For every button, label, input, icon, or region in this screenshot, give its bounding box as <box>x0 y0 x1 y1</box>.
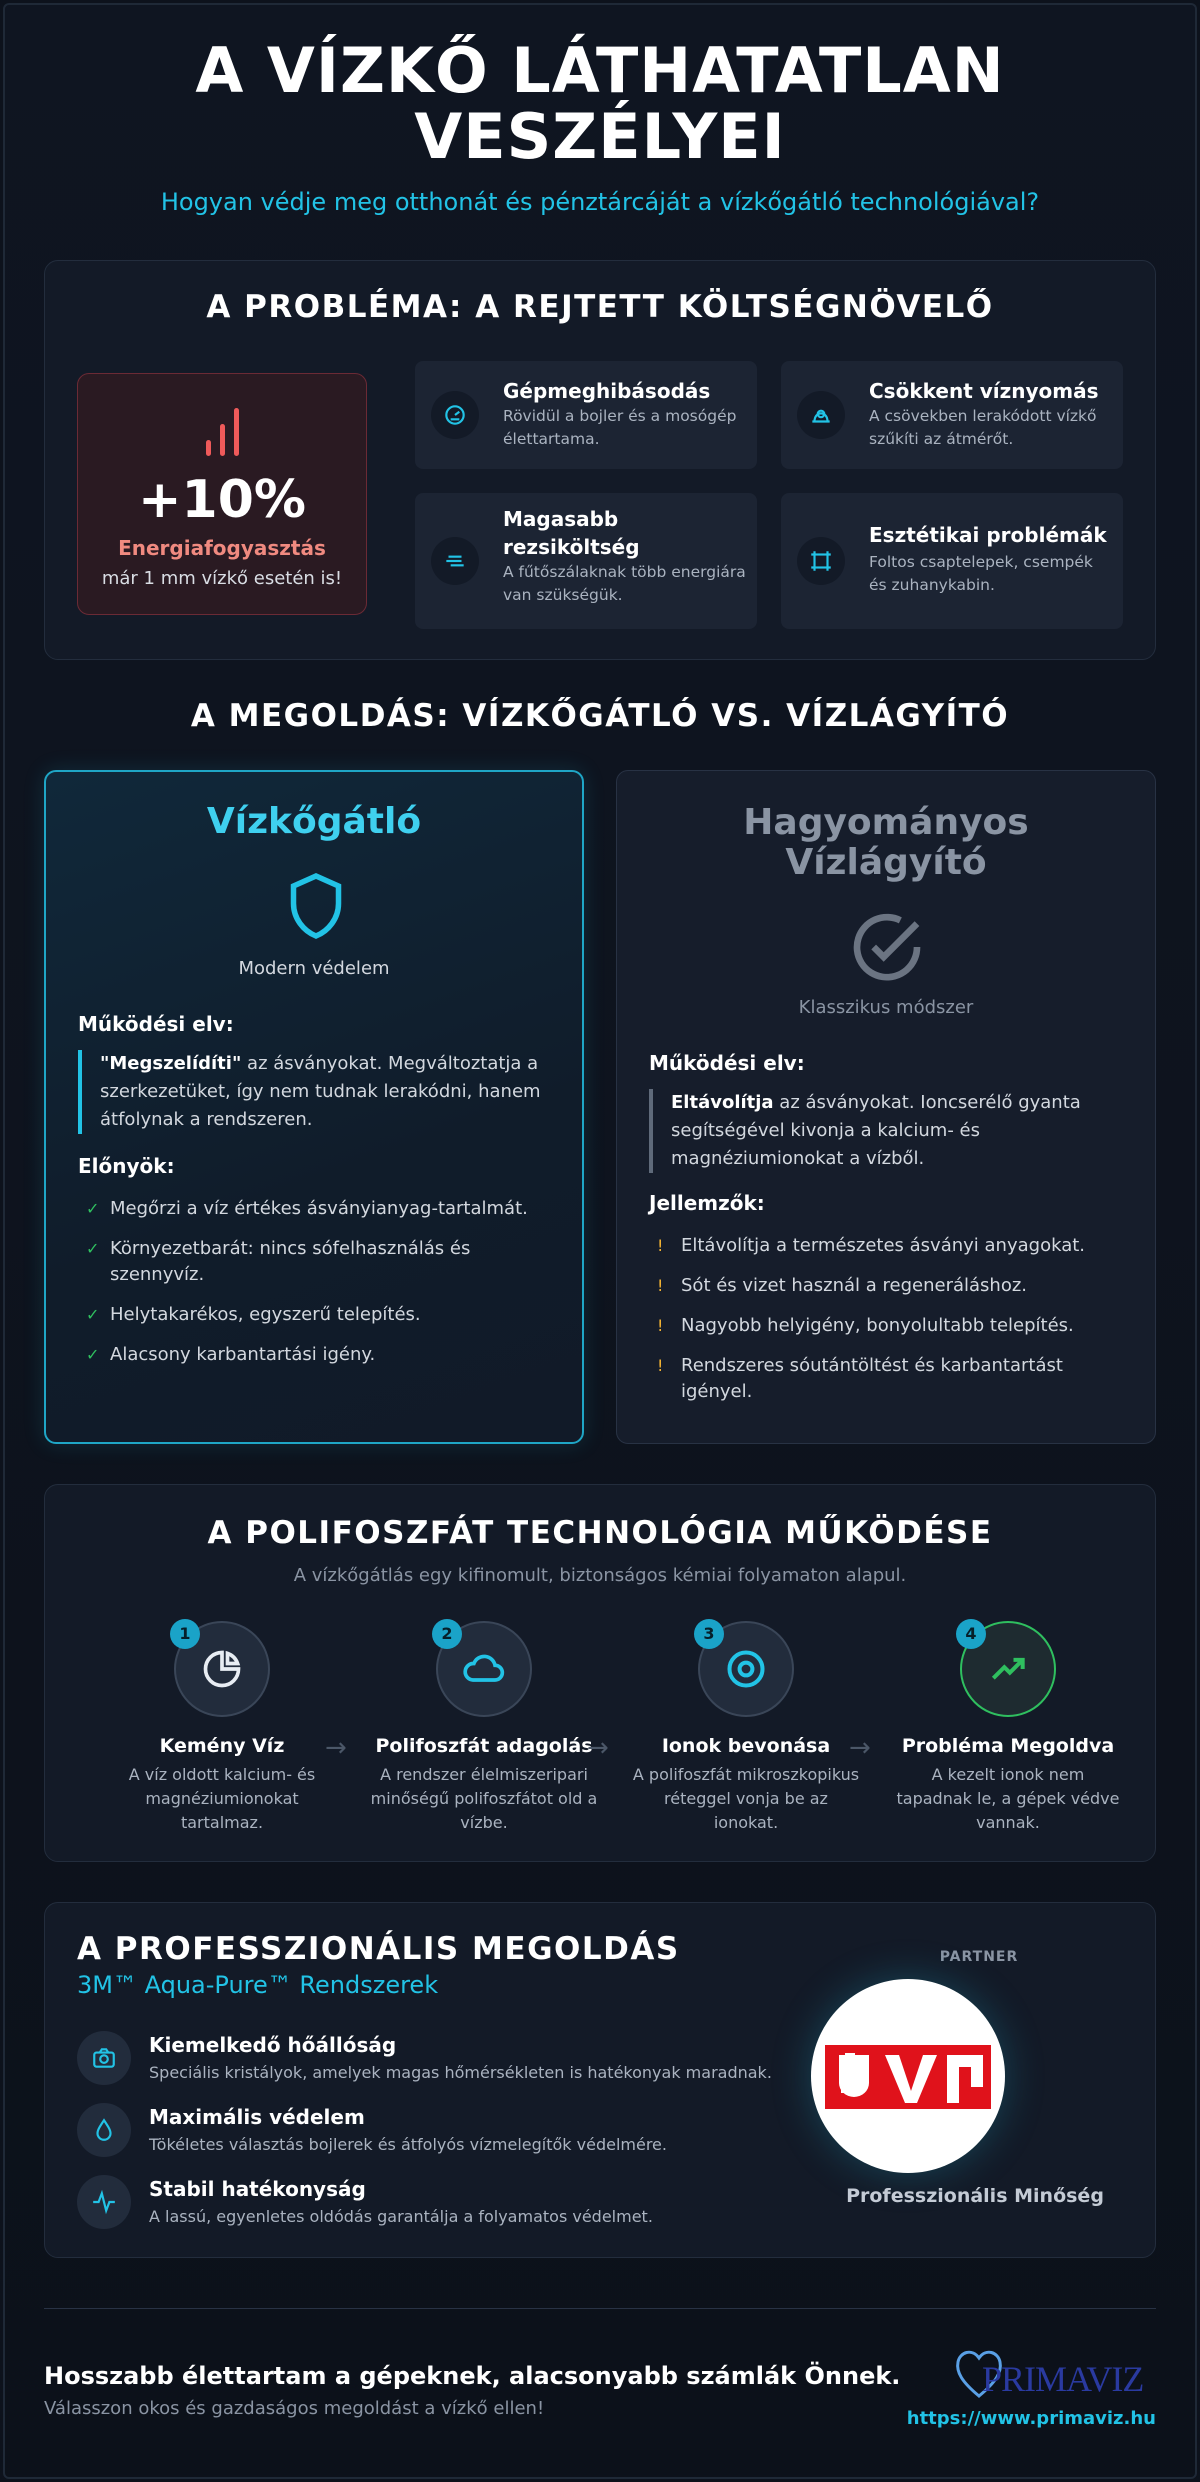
scale-inhibitor-card: Vízkőgátló Modern védelem Működési elv: "Megszelídíti" az ásványokat. Megváltoztatja a szerkezetüket, így nem tudnak lerakódni, hanem átfolynak a rendszeren. Előnyök: ✓ Megőrzi a víz értékes ásványianyag-tartalmát. ✓ Környezetbarát: nincs sófelhasználás és szennyvíz. ✓ Helytakarékos, egyszerű telepítés. ✓ Alacsony karbantartási igény. <box>44 770 584 1444</box>
primaviz-logo <box>952 2344 1162 2400</box>
scale-inhibitor-title: Vízkőgátló <box>206 801 422 842</box>
bar-chart-icon <box>204 406 244 456</box>
brand-name: PRIMAVIZ <box>982 2359 1144 2399</box>
step-2: 2 Polifoszfát adagolás A rendszer élelmiszeripari minőségű polifoszfátot old a vízbe. <box>369 1621 599 1835</box>
professional-subtitle: 3M™ Aqua-Pure™ Rendszerek <box>77 1971 439 1999</box>
target-icon <box>724 1647 768 1691</box>
shield-icon <box>286 870 346 946</box>
energy-card <box>77 373 367 615</box>
feature-stability: Stabil hatékonyság A lassú, egyenletes oldódás garantálja a folyamatos védelmet. <box>77 2171 797 2231</box>
technology-title: A POLIFOSZFÁT TECHNOLÓGIA MŰKÖDÉSE <box>207 1515 993 1551</box>
pipe-icon <box>797 391 845 439</box>
heat-lines-icon <box>431 537 479 585</box>
list-item: ✓ Alacsony karbantartási igény. <box>86 1344 376 1365</box>
list-item: ! Eltávolítja a természetes ásványi anyagokat. <box>657 1235 1085 1256</box>
page-subtitle: Hogyan védje meg otthonát és pénztárcáját a vízkőgátló technológiával? <box>160 188 1040 216</box>
arrow-icon: → <box>587 1733 609 1763</box>
water-softener-principle: Eltávolítja az ásványokat. Ioncserélő gyanta segítségével kivonja a kalcium- és magnéziumionokat a vízből. <box>649 1089 1129 1173</box>
arrow-icon: → <box>849 1733 871 1763</box>
feature-heat-resistance: Kiemelkedő hőállóság Speciális kristályok, amelyek magas hőmérsékleten is hatékonyak maradnak. <box>77 2027 797 2087</box>
partner-logo <box>811 1979 1005 2173</box>
cloud-icon <box>460 1647 508 1691</box>
energy-value: +10% <box>137 470 307 530</box>
problem-section <box>44 260 1156 660</box>
list-item: ✓ Környezetbarát: nincs sófelhasználás és szennyvíz. <box>86 1238 471 1285</box>
problem-card-aesthetic: Esztétikai problémák Foltos csaptelepek, csempék és zuhanykabin. <box>781 493 1123 629</box>
water-softener-caption: Klasszikus módszer <box>798 997 974 1018</box>
step-1: 1 Kemény Víz A víz oldott kalcium- és magnéziumionokat tartalmaz. <box>107 1621 337 1835</box>
energy-label: Energiafogyasztás <box>118 536 326 560</box>
technology-subtitle: A vízkőgátlás egy kifinomult, biztonságos kémiai folyamaton alapul. <box>293 1565 907 1586</box>
water-softener-title: Hagyományos Vízlágyító <box>743 802 1029 883</box>
website-link[interactable]: https://www.primaviz.hu <box>906 2408 1156 2429</box>
arrow-icon: → <box>325 1733 347 1763</box>
footer-divider <box>44 2308 1156 2309</box>
problem-card-machine: Gépmeghibásodás Rövidül a bojler és a mosógép élettartama. <box>415 361 757 469</box>
camera-icon <box>77 2031 131 2085</box>
energy-note: már 1 mm vízkő esetén is! <box>101 568 343 589</box>
step-4: 4 Probléma Megoldva A kezelt ionok nem tapadnak le, a gépek védve vannak. <box>893 1621 1123 1835</box>
list-item: ! Nagyobb helyigény, bonyolultabb telepítés. <box>657 1315 1074 1336</box>
benefits-list <box>78 1196 568 1382</box>
features-list <box>649 1233 1139 1419</box>
problem-title: A PROBLÉMA: A REJTETT KÖLTSÉGNÖVELŐ <box>206 289 994 325</box>
professional-section <box>44 1902 1156 2258</box>
feature-protection: Maximális védelem Tökéletes választás bojlerek és átfolyós vízmelegítők védelmére. <box>77 2099 797 2159</box>
list-item: ! Rendszeres sóutántöltést és karbantartást igényel. <box>657 1355 1063 1402</box>
water-softener-card: Hagyományos Vízlágyító Klasszikus módszer Működési elv: Eltávolítja az ásványokat. Ioncserélő gyanta segítségével kivonja a kalcium- és magnéziumionokat a vízből. Jellemzők: ! Eltávolítja a természetes ásványi anyagokat. ! Sót és vizet használ a regeneráláshoz. ! Nagyobb helyigény, bonyolultabb telepítés. ! Rendszeres sóutántöltést és karbantartást igényel. <box>616 770 1156 1444</box>
scale-inhibitor-caption: Modern védelem <box>238 958 390 979</box>
problem-card-costs: Magasabb rezsiköltség A fűtőszálaknak több energiára van szükségük. <box>415 493 757 629</box>
spots-icon <box>797 537 845 585</box>
step-3: 3 Ionok bevonása A polifoszfát mikroszkopikus réteggel vonja be az ionokat. <box>631 1621 861 1835</box>
professional-title: A PROFESSZIONÁLIS MEGOLDÁS <box>77 1931 680 1967</box>
problem-card-pressure: Csökkent víznyomás A csövekben lerakódott vízkő szűkíti az átmérőt. <box>781 361 1123 469</box>
page-title: A VÍZKŐ LÁTHATATLAN VESZÉLYEI <box>195 34 1005 173</box>
check-circle-icon <box>847 907 927 991</box>
technology-section <box>44 1484 1156 1862</box>
pulse-icon <box>77 2175 131 2229</box>
trend-up-icon <box>986 1647 1030 1691</box>
pie-icon <box>200 1647 244 1691</box>
gauge-icon <box>431 391 479 439</box>
partner-label: PARTNER <box>939 1949 1019 1965</box>
list-item: ! Sót és vizet használ a regeneráláshoz. <box>657 1275 1028 1296</box>
partner-caption: Professzionális Minőség <box>846 2185 1104 2207</box>
drop-icon <box>77 2103 131 2157</box>
footer-headline: Hosszabb élettartam a gépeknek, alacsonyabb számlák Önnek. <box>44 2362 901 2390</box>
list-item: ✓ Megőrzi a víz értékes ásványianyag-tartalmát. <box>86 1198 528 1219</box>
footer-subtitle: Válasszon okos és gazdaságos megoldást a vízkő ellen! <box>44 2398 545 2419</box>
scale-inhibitor-principle: "Megszelídíti" az ásványokat. Megváltoztatja a szerkezetüket, így nem tudnak lerakódni, hanem átfolynak a rendszeren. <box>78 1050 558 1134</box>
solution-title: A MEGOLDÁS: VÍZKŐGÁTLÓ VS. VÍZLÁGYÍTÓ <box>190 698 1010 734</box>
list-item: ✓ Helytakarékos, egyszerű telepítés. <box>86 1304 421 1325</box>
hero <box>0 34 1200 216</box>
